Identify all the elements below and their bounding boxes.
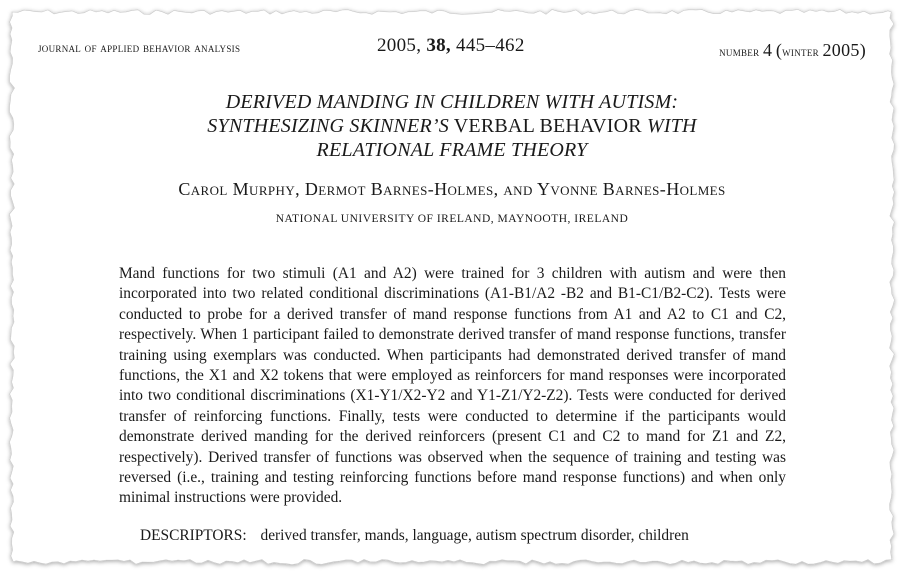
title-line-1: DERIVED MANDING IN CHILDREN WITH AUTISM: bbox=[225, 91, 679, 113]
issue-year: 2005) bbox=[822, 40, 866, 60]
title-line-3: RELATIONAL FRAME THEORY bbox=[316, 139, 588, 161]
citation-year: 2005, bbox=[377, 35, 422, 56]
journal-name: journal of applied behavior analysis bbox=[38, 40, 241, 55]
citation-pages: 445–462 bbox=[456, 35, 525, 56]
descriptors-terms: derived transfer, mands, language, autism spectrum disorder, children bbox=[260, 527, 689, 544]
title-line-2: SYNTHESIZING SKINNER’S VERBAL BEHAVIOR WITH bbox=[207, 115, 697, 137]
article-title bbox=[0, 90, 904, 162]
descriptors-line bbox=[140, 527, 689, 545]
affiliation: NATIONAL UNIVERSITY OF IRELAND, MAYNOOTH, IRELAND bbox=[275, 213, 629, 225]
author-list: Carol Murphy, Dermot Barnes-Holmes, and Yvonne Barnes-Holmes bbox=[178, 179, 726, 199]
issue-number-label: number bbox=[719, 44, 760, 59]
abstract-text: Mand functions for two stimuli (A1 and A2) were trained for 3 children with autism and were then incorporated into two related conditional discriminations (A1-B1/A2 -B2 and B1-C1/B2-C2). Tests were conducted to probe for a derived transfer of mand response functions from A1 and A2 to C1 and C2, respectively. When 1 participant failed to demonstrate derived transfer of mand response functions, transfer training using exemplars was conducted. When participants had demonstrated derived transfer of mand functions, the X1 and X2 tokens that were employed as reinforcers for mand responses were incorporated into two conditional discriminations (X1-Y1/X2-Y2 and Y1-Z1/Y2-Z2). Tests were conducted for derived transfer of reinforcing functions. Finally, tests were conducted to determine if the participants would demonstrate derived manding for the derived reinforcers (present C1 and C2 to mand for Z1 and Z2, respectively). Derived transfer of functions was observed when the sequence of training and testing was reversed (i.e., training and testing reinforcing functions before mand response functions) and when only minimal instructions were provided. bbox=[119, 265, 786, 507]
descriptors-label: DESCRIPTORS: bbox=[140, 527, 247, 544]
issue-number: number 4 (winter 2005) bbox=[719, 40, 866, 60]
issue-number-value: 4 bbox=[762, 40, 773, 60]
issue-season: winter bbox=[782, 44, 819, 59]
citation bbox=[377, 35, 525, 57]
citation-volume: 38, bbox=[426, 35, 451, 56]
